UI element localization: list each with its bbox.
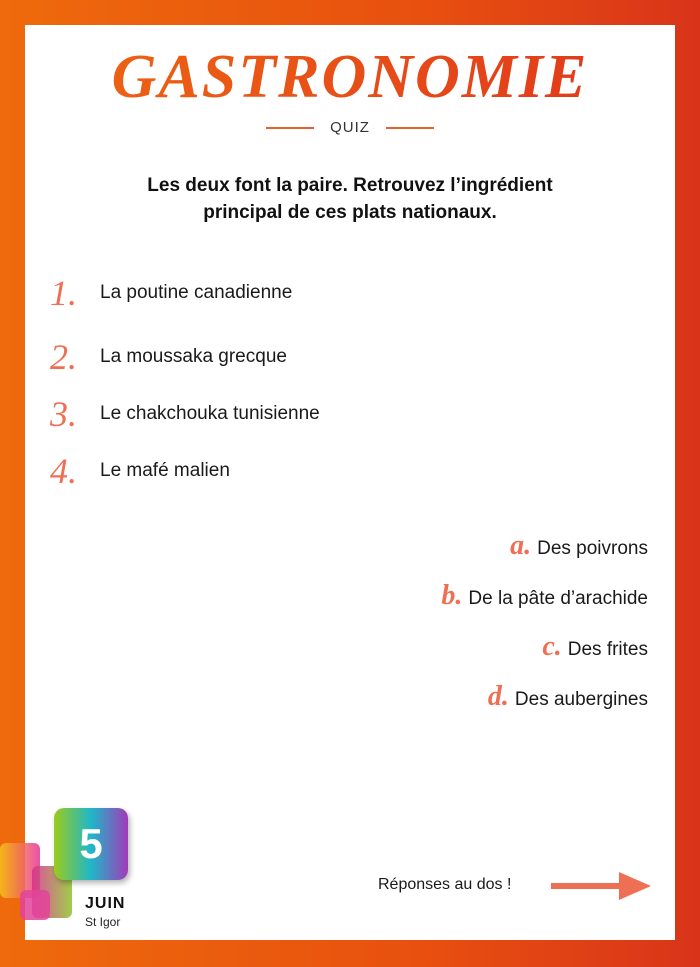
question-item [50,336,287,378]
answer-letter: c. [542,631,562,662]
question-item [50,272,292,314]
intro-line: principal de ces plats nationaux. [203,202,497,223]
answer-item [488,681,648,713]
answer-letter: d. [487,681,509,712]
question-number: 4. [50,451,77,491]
answer-letter: a. [510,530,532,561]
calendar-day: 5 [54,808,128,880]
question-text: La poutine canadienne [100,282,293,303]
answer-letter: b. [441,580,463,611]
calendar-saint: St Igor [85,915,121,929]
page-title: GASTRONOMIE [0,42,700,113]
answer-text: Des frites [567,639,648,660]
question-text: La moussaka grecque [100,346,287,367]
intro-line: Les deux font la paire. Retrouvez l’ingrédient [147,175,553,196]
question-item [50,393,320,435]
question-number: 1. [50,273,77,313]
question-text: Le mafé malien [100,460,230,481]
question-item [50,450,230,492]
answer-item [441,580,648,612]
arrow-right-icon [551,870,651,902]
answer-text: Des aubergines [514,689,648,710]
intro-text [0,172,700,226]
calendar-month: JUIN [85,895,126,912]
calendar-decoration [20,890,50,920]
answer-text: De la pâte d’arachide [468,588,648,609]
question-text: Le chakchouka tunisienne [100,403,320,424]
answer-item [510,530,648,562]
answer-item [542,631,648,663]
subtitle: QUIZ [0,119,700,136]
answers-note: Réponses au dos ! [378,876,512,893]
question-number: 3. [50,394,77,434]
question-number: 2. [50,337,77,377]
answer-text: Des poivrons [537,538,648,559]
